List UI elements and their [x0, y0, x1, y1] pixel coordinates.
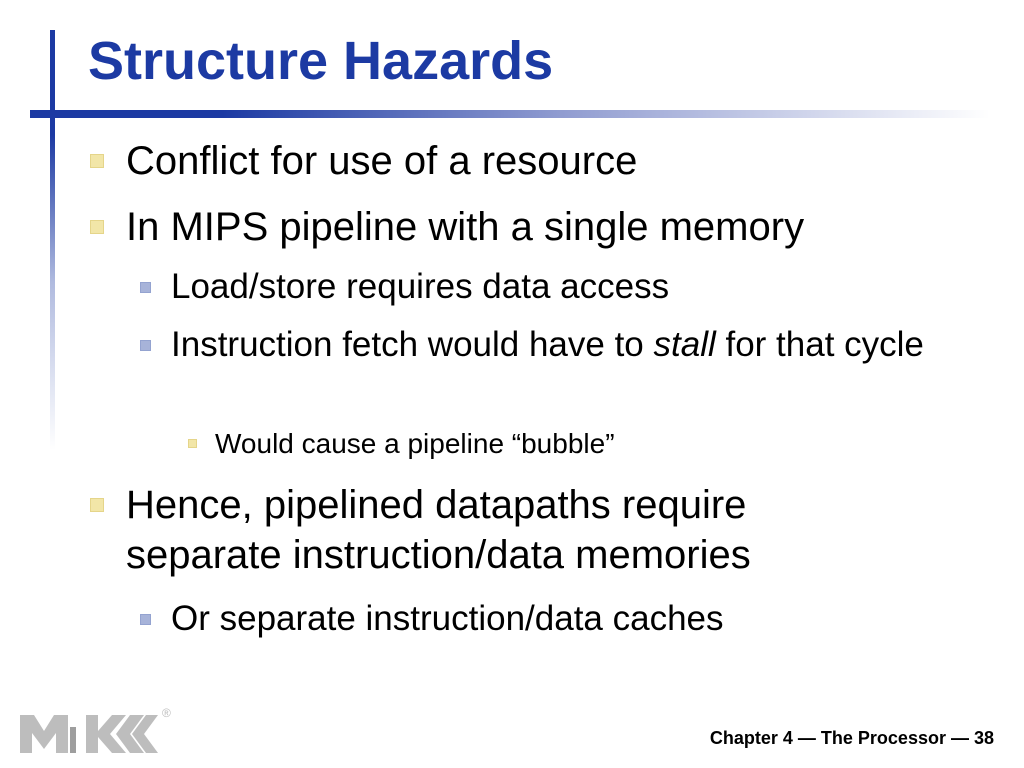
square-bullet-icon — [140, 614, 151, 625]
bullet-text: Hence, pipelined datapaths require separate instruction/data memories — [126, 483, 751, 577]
bullet-text: Conflict for use of a resource — [126, 139, 638, 183]
emphasis-stall: stall — [653, 325, 716, 364]
registered-mark: ® — [162, 706, 171, 720]
bullet-text: Would cause a pipeline “bubble” — [215, 428, 615, 459]
bullet-text: In MIPS pipeline with a single memory — [126, 205, 805, 249]
slide-footer: Chapter 4 — The Processor — 38 — [709, 728, 994, 748]
slide-title: Structure Hazards — [88, 31, 554, 91]
bullet-text: Instruction fetch would have to stall for that cycle — [171, 325, 924, 364]
square-bullet-icon — [140, 282, 151, 293]
bullet-text: Or separate instruction/data caches — [171, 599, 724, 638]
square-bullet-icon — [188, 439, 197, 448]
bullet-item — [126, 136, 986, 186]
bullet-item — [126, 202, 986, 252]
square-bullet-icon — [140, 340, 151, 351]
bullet-text: Load/store requires data access — [171, 267, 670, 306]
square-bullet-icon — [90, 220, 104, 234]
square-bullet-icon — [90, 154, 104, 168]
sub-bullet-item — [171, 322, 941, 368]
bullet-item — [126, 480, 866, 580]
sub-bullet-item — [171, 264, 971, 310]
square-bullet-icon — [90, 498, 104, 512]
mk-publisher-logo — [20, 705, 180, 766]
sub-bullet-item — [171, 596, 971, 642]
sub-sub-bullet-item — [215, 426, 975, 462]
